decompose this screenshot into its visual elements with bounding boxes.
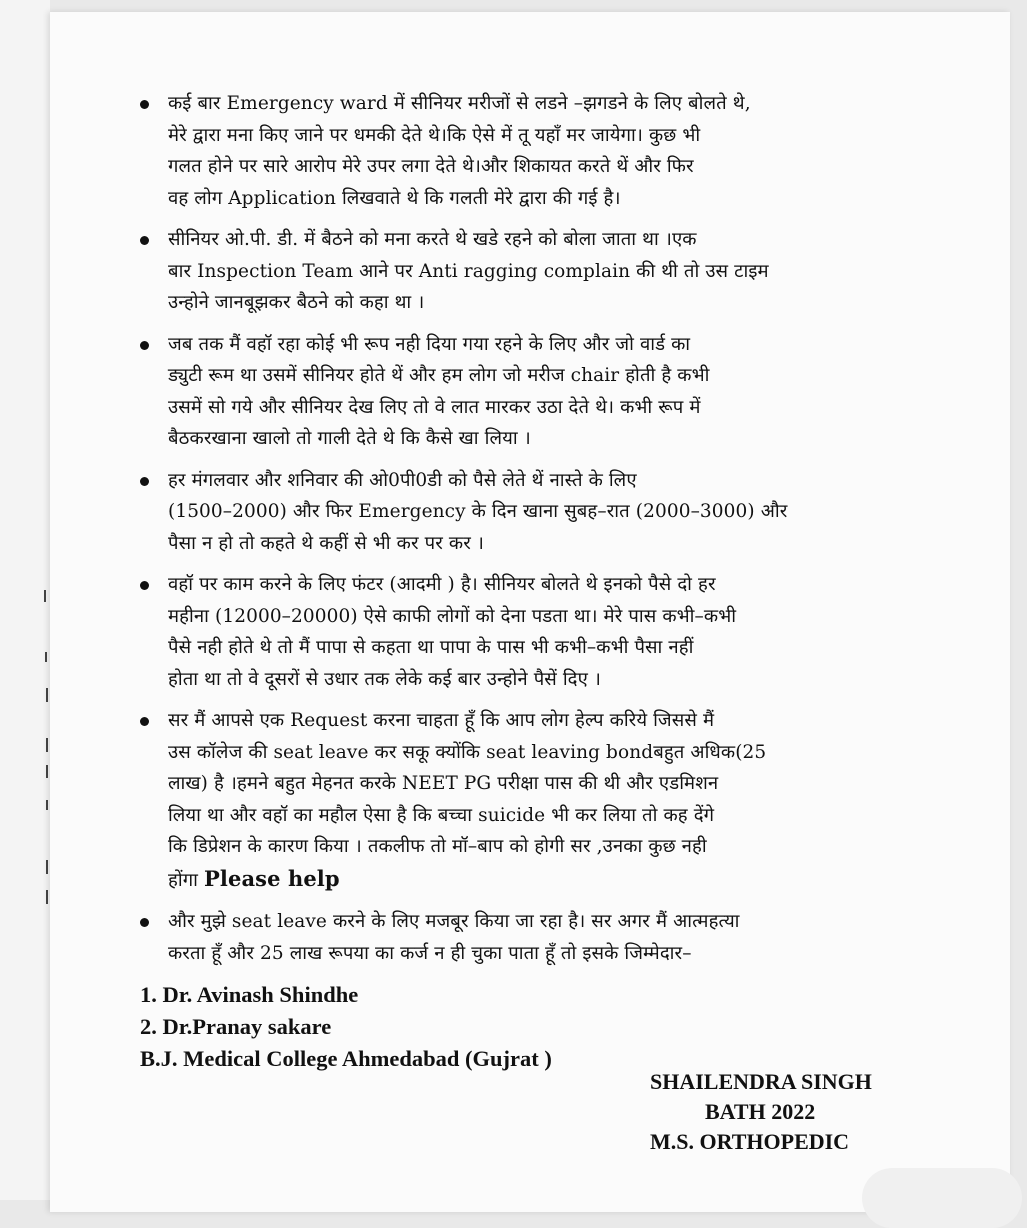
bullet-icon — [140, 341, 149, 350]
signatory-batch: BATH 2022 — [705, 1099, 816, 1124]
margin-mark — [44, 590, 46, 602]
text-line: जब तक मैं वहॉ रहा कोई भी रूप नही दिया गया रहने के लिए और जो वार्ड का — [168, 333, 691, 355]
responsible-persons-list — [140, 979, 930, 1075]
text-line: मेरे द्वारा मना किए जाने पर धमकी देते थे।कि ऐसे में तू यहाँ मर जायेगा। कुछ भी — [168, 124, 701, 146]
bullet-icon — [140, 477, 149, 486]
text-line: बार Inspection Team आने पर Anti ragging complain की थी तो उस टाइम — [168, 260, 769, 282]
margin-mark — [46, 765, 48, 778]
margin-mark — [46, 800, 48, 810]
text-line: उसमें सो गये और सीनियर देख लिए तो वे लात मारकर उठा देते थे। कभी रूप में — [168, 396, 701, 418]
margin-mark — [46, 860, 48, 874]
text-line: पैसा न हो तो कहते थे कहीं से भी कर पर कर । — [168, 532, 484, 554]
text-line: महीना (12000–20000) ऐसे काफी लोगों को देना पडता था। मेरे पास कभी–कभी — [168, 605, 737, 627]
text-line-with-tail — [168, 863, 930, 897]
bullet-icon — [140, 100, 149, 109]
margin-mark — [46, 688, 48, 702]
text-line: सर मैं आपसे एक Request करना चाहता हूँ कि आप लोग हेल्प करिये जिससे मैं — [168, 710, 715, 731]
responsible-person-2: 2. Dr.Pranay sakare — [140, 1014, 332, 1039]
text-line: होता था तो वे दूसरों से उधार तक लेके कई बार उन्होने पैसें दिए । — [168, 668, 602, 690]
text-line: उस कॉलेज की seat leave कर सकू क्योंकि seat leaving bondबहुत अधिक(25 — [168, 741, 767, 763]
text-line: लाख) है ।हमने बहुत मेहनत करके NEET PG परीक्षा पास की थी और एडमिशन — [168, 773, 719, 794]
text-line: बैठकरखाना खालो तो गाली देते थे कि कैसे खा लिया । — [168, 428, 531, 449]
bullet-item-5 — [140, 569, 930, 695]
corner-overlay — [862, 1168, 1022, 1228]
bullet-item-6 — [140, 705, 930, 896]
text-line: (1500–2000) और फिर Emergency के दिन खाना सुबह–रात (2000–3000) और — [168, 501, 788, 522]
bullet-item-3 — [140, 329, 930, 455]
bullet-item-4 — [140, 465, 930, 560]
text-line: कि डिप्रेशन के कारण किया । तकलीफ तो मॉ–बाप को होगी सर ,उनका कुछ नही — [168, 836, 707, 857]
college-name: B.J. Medical College Ahmedabad (Gujrat ) — [140, 1046, 552, 1071]
signatory-course: M.S. ORTHOPEDIC — [650, 1129, 850, 1154]
text-line: हर मंगलवार और शनिवार की ओ0पी0डी को पैसे लेते थें नास्ते के लिए — [168, 469, 637, 491]
text-line: वहॉ पर काम करने के लिए फंटर (आदमी ) है। सीनियर बोलते थे इनको पैसे दो हर — [168, 574, 716, 595]
text-line: कई बार Emergency ward में सीनियर मरीजों से लडने –झगडने के लिए बोलते थे, — [168, 93, 751, 114]
text-line: लिया था और वहॉ का महौल ऐसा है कि बच्चा suicide भी कर लिया तो कह देंगे — [168, 804, 715, 826]
bullet-item-2 — [140, 224, 930, 319]
text-line: वह लोग Application लिखवाते थे कि गलती मेरे द्वारा की गई है। — [168, 187, 621, 209]
left-margin-strip — [0, 0, 50, 1200]
letter-body — [140, 88, 930, 1075]
signatory-name: SHAILENDRA SINGH — [650, 1069, 872, 1094]
please-help-text: Please help — [204, 865, 340, 891]
text-line: गलत होने पर सारे आरोप मेरे उपर लगा देते थे।और शिकायत करते थें और फिर — [168, 156, 694, 177]
bullet-icon — [140, 581, 149, 590]
text-line: ड्युटी रूम था उसमें सीनियर होते थें और हम लोग जो मरीज chair होती है कभी — [168, 365, 710, 386]
margin-mark — [46, 890, 48, 904]
text-line: पैसे नही होते थे तो मैं पापा से कहता था पापा के पास भी कभी–कभी पैसा नहीं — [168, 637, 694, 658]
text-line: सीनियर ओ.पी. डी. में बैठने को मना करते थे खडे रहने को बोला जाता था ।एक — [168, 229, 697, 250]
text-line: उन्होने जानबूझकर बैठने को कहा था । — [168, 292, 425, 313]
bullet-icon — [140, 717, 149, 726]
text-line: और मुझे seat leave करने के लिए मजबूर किया जा रहा है। सर अगर मैं आत्महत्या — [168, 911, 740, 932]
bullet-icon — [140, 918, 149, 927]
bullet-item-7 — [140, 906, 930, 969]
signature-block — [650, 1067, 872, 1157]
bullet-icon — [140, 236, 149, 245]
bullet-item-1 — [140, 88, 930, 214]
text-fragment: होंगा — [168, 869, 199, 891]
margin-mark — [46, 738, 48, 752]
responsible-person-1: 1. Dr. Avinash Shindhe — [140, 982, 359, 1007]
text-line: करता हूँ और 25 लाख रूपया का कर्ज न ही चुका पाता हूँ तो इसके जिम्मेदार– — [168, 942, 692, 964]
margin-mark — [45, 652, 47, 662]
